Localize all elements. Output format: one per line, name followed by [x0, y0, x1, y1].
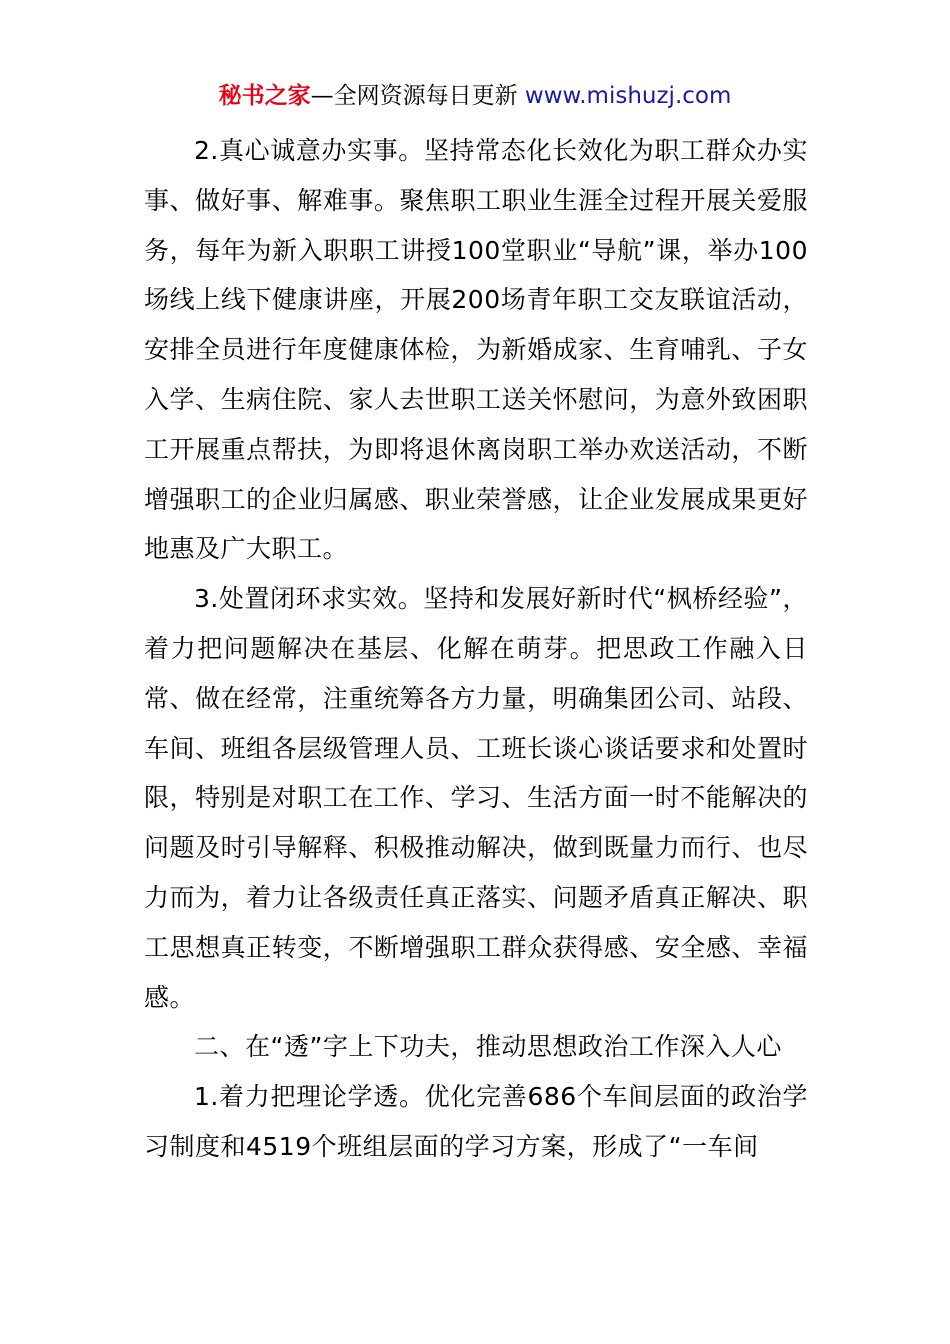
paragraph-item-1: 1.着力把理论学透。优化完善686个车间层面的政治学习制度和4519个班组层面的学习方案，形成了“一车间: [144, 1082, 808, 1161]
paragraph-item-3: 3.处置闭环求实效。坚持和发展好新时代“枫桥经验”，着力把问题解决在基层、化解在萌芽。把思政工作融入日常、做在经常，注重统筹各方力量，明确集团公司、站段、车间、班组各层级管理人员、工班长谈心谈话要求和处置时限，特别是对职工在工作、学习、生活方面一时不能解决的问题及时引导解释、积极推动解决，做到既量力而行、也尽力而为，着力让各级责任真正落实、问题矛盾真正解决、职工思想真正转变，不断增强职工群众获得感、安全感、幸福感。: [144, 584, 808, 1012]
header-tagline: —全网资源每日更新: [310, 83, 525, 109]
document-body: [144, 126, 808, 1172]
section-heading-2: 二、在“透”字上下功夫，推动思想政治工作深入人心: [194, 1032, 782, 1062]
header-brand: 秘书之家: [218, 83, 311, 109]
page-header: [0, 80, 950, 112]
header-site-link[interactable]: www.mishuzj.com: [524, 83, 732, 109]
paragraph-item-2: 2.真心诚意办实事。坚持常态化长效化为职工群众办实事、做好事、解难事。聚焦职工职业生涯全过程开展关爱服务，每年为新入职职工讲授100堂职业“导航”课，举办100场线上线下健康讲座，开展200场青年职工交友联谊活动，安排全员进行年度健康体检，为新婚成家、生育哺乳、子女入学、生病住院、家人去世职工送关怀慰问，为意外致困职工开展重点帮扶，为即将退休离岗职工举办欢送活动，不断增强职工的企业归属感、职业荣誉感，让企业发展成果更好地惠及广大职工。: [144, 136, 808, 564]
